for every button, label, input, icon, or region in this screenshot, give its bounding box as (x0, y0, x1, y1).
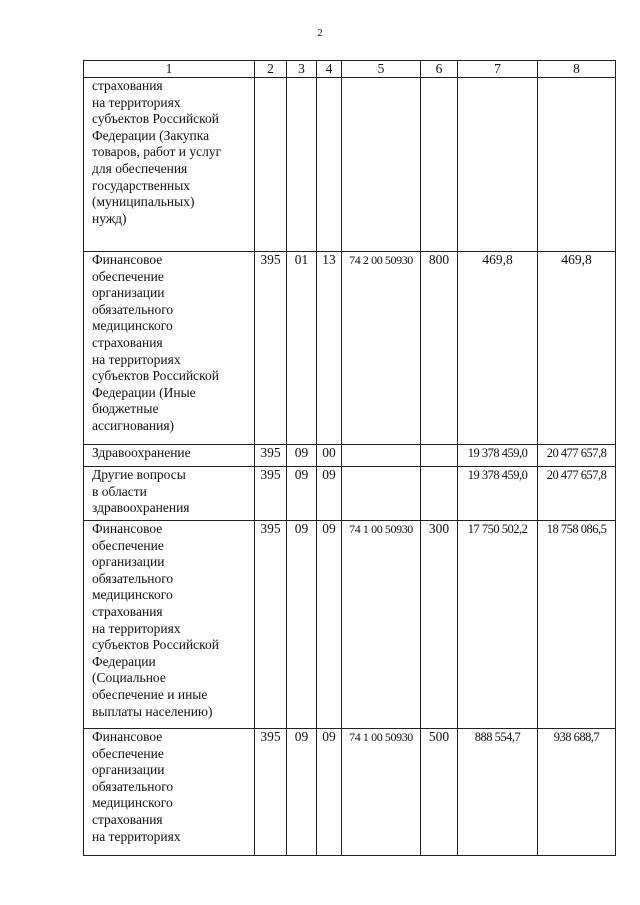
name-line: государственных (92, 177, 191, 193)
table-row (84, 445, 616, 467)
name-line: на территориях (92, 351, 181, 367)
column-header-4: 4 (317, 61, 342, 78)
name-line: обеспечение и иные (92, 686, 208, 702)
row-name-cell (84, 521, 255, 729)
admin-code-cell: 395 (255, 521, 287, 729)
target-article-cell (342, 445, 421, 467)
name-line: обязательного (92, 570, 174, 586)
admin-code-cell: 395 (255, 252, 287, 445)
name-line: страхования (92, 334, 163, 350)
amount-col7-cell: 19 378 459,0 (458, 445, 538, 467)
amount-col8-cell: 20 477 657,8 (538, 445, 616, 467)
section-code-cell: 01 (287, 252, 317, 445)
table-row (84, 521, 616, 729)
name-line: субъектов Российской (92, 111, 220, 127)
name-line: выплаты населению) (92, 703, 213, 719)
name-line: организации (92, 762, 165, 778)
empty-cell (421, 78, 458, 252)
page-number: 2 (317, 27, 323, 39)
header-row (84, 61, 616, 78)
name-line: обязательного (92, 778, 174, 794)
amount-col7-cell: 888 554,7 (458, 729, 538, 856)
name-line: Федерации (92, 653, 156, 669)
row-name-cell (84, 445, 255, 467)
target-article-cell: 74 1 00 50930 (342, 729, 421, 856)
name-line: на территориях (92, 828, 181, 844)
name-line: товаров, работ и услуг (92, 144, 222, 160)
name-line: организации (92, 554, 165, 570)
table-row (84, 252, 616, 445)
column-header-1: 1 (84, 61, 255, 78)
name-line: медицинского (92, 318, 173, 334)
table-row (84, 729, 616, 856)
name-line: здравоохранения (92, 500, 190, 516)
row-name-cell (84, 78, 255, 252)
name-line: нужд) (92, 210, 127, 226)
name-line: обеспечение (92, 745, 164, 761)
section-code-cell: 09 (287, 467, 317, 521)
name-line: (Социальное (92, 670, 166, 686)
name-line: Финансовое (92, 729, 163, 744)
section-code-cell: 09 (287, 729, 317, 856)
empty-cell (255, 78, 287, 252)
name-line: страхования (92, 603, 163, 619)
section-code-cell: 09 (287, 445, 317, 467)
name-line: на территориях (92, 620, 181, 636)
expense-type-cell: 500 (421, 729, 458, 856)
column-header-8: 8 (538, 61, 616, 78)
empty-cell (317, 78, 342, 252)
name-line: обязательного (92, 301, 174, 317)
amount-col8-cell: 18 758 086,5 (538, 521, 616, 729)
expense-type-cell (421, 445, 458, 467)
name-line: бюджетные (92, 401, 159, 417)
target-article-cell: 74 2 00 50930 (342, 252, 421, 445)
subsection-code-cell: 09 (317, 467, 342, 521)
admin-code-cell: 395 (255, 445, 287, 467)
admin-code-cell: 395 (255, 729, 287, 856)
expense-type-cell (421, 467, 458, 521)
row-name-cell (84, 467, 255, 521)
name-line: Федерации (Закупка (92, 127, 210, 143)
expense-type-cell: 300 (421, 521, 458, 729)
name-line: страхования (92, 811, 163, 827)
row-name-cell (84, 252, 255, 445)
empty-cell (287, 78, 317, 252)
name-line: Финансовое (92, 252, 163, 267)
name-line: в области (92, 483, 147, 499)
amount-col7-cell: 469,8 (458, 252, 538, 445)
amount-col8-cell: 20 477 657,8 (538, 467, 616, 521)
name-line: обеспечение (92, 268, 164, 284)
amount-col8-cell: 938 688,7 (538, 729, 616, 856)
name-line: медицинского (92, 587, 173, 603)
column-header-3: 3 (287, 61, 317, 78)
name-line: Финансовое (92, 521, 163, 536)
amount-col8-cell: 469,8 (538, 252, 616, 445)
subsection-code-cell: 09 (317, 729, 342, 856)
name-line: страхования (92, 78, 163, 93)
admin-code-cell: 395 (255, 467, 287, 521)
target-article-cell (342, 467, 421, 521)
column-header-7: 7 (458, 61, 538, 78)
name-line: обеспечение (92, 537, 164, 553)
name-line: Другие вопросы (92, 467, 186, 482)
budget-table (83, 60, 616, 856)
empty-cell (458, 78, 538, 252)
name-line: ассигнования) (92, 417, 175, 433)
name-line: Федерации (Иные (92, 384, 196, 400)
subsection-code-cell: 13 (317, 252, 342, 445)
column-header-6: 6 (421, 61, 458, 78)
name-line: (муниципальных) (92, 194, 195, 210)
amount-col7-cell: 17 750 502,2 (458, 521, 538, 729)
subsection-code-cell: 00 (317, 445, 342, 467)
empty-cell (538, 78, 616, 252)
table-row-continuation (84, 78, 616, 252)
empty-cell (342, 78, 421, 252)
row-name-cell (84, 729, 255, 856)
section-code-cell: 09 (287, 521, 317, 729)
name-line: для обеспечения (92, 160, 188, 176)
subsection-code-cell: 09 (317, 521, 342, 729)
amount-col7-cell: 19 378 459,0 (458, 467, 538, 521)
name-line: организации (92, 285, 165, 301)
column-header-2: 2 (255, 61, 287, 78)
expense-type-cell: 800 (421, 252, 458, 445)
name-line: субъектов Российской (92, 637, 220, 653)
target-article-cell: 74 1 00 50930 (342, 521, 421, 729)
name-line: медицинского (92, 795, 173, 811)
table-row (84, 467, 616, 521)
name-line: субъектов Российской (92, 368, 220, 384)
column-header-5: 5 (342, 61, 421, 78)
name-line: Здравоохранение (92, 445, 191, 460)
name-line: на территориях (92, 94, 181, 110)
